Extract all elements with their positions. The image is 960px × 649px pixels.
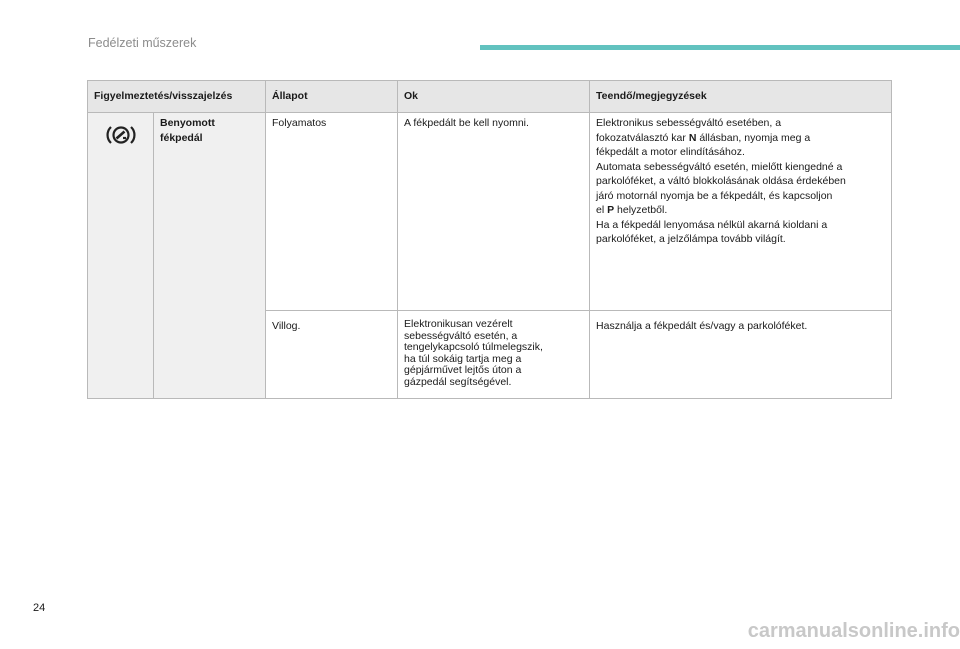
cause-text: sebességváltó esetén, a <box>404 329 518 342</box>
cause-cell <box>398 311 590 399</box>
brake-pedal-warning-icon <box>105 138 137 150</box>
warning-name-cell <box>154 113 266 399</box>
warning-table <box>87 80 892 399</box>
action-text: Elektronikus sebességváltó esetében, a <box>596 117 782 129</box>
action-text: Automata sebességváltó esetén, mielőtt kiengedné a <box>596 160 843 173</box>
action-cell <box>590 113 892 311</box>
page-number: 24 <box>33 602 46 614</box>
column-header: Állapot <box>266 81 398 113</box>
action-text: parkolóféket, a jelzőlámpa tovább világít. <box>596 233 786 245</box>
action-text: fokozatválasztó kar N állásban, nyomja meg a <box>596 131 811 144</box>
watermark: carmanualsonline.info <box>747 620 960 642</box>
action-text: parkolóféket, a váltó blokkolásának oldása érdekében <box>596 175 846 187</box>
action-text: el P helyzetből. <box>596 204 668 216</box>
cause-cell <box>398 113 590 311</box>
section-title: Fedélzeti műszerek <box>88 36 197 50</box>
cause-text: gépjárművet lejtős úton a <box>404 364 522 376</box>
action-cell <box>590 311 892 399</box>
action-text: fékpedált a motor elindításához. <box>596 146 745 158</box>
warning-name: Benyomott <box>160 117 215 129</box>
cause-text: ha túl sokáig tartja meg a <box>404 352 522 365</box>
state-cell: Folyamatos <box>266 113 398 311</box>
warning-icon-cell <box>88 113 154 399</box>
warning-name: fékpedál <box>160 131 203 144</box>
table-header-row <box>88 81 892 113</box>
column-header: Ok <box>398 81 590 113</box>
table-row <box>88 113 892 311</box>
column-header: Teendő/megjegyzések <box>590 81 892 113</box>
cause-text: Elektronikusan vezérelt <box>404 318 513 330</box>
action-text: Ha a fékpedál lenyomása nélkül akarná kioldani a <box>596 218 828 231</box>
header-accent-bar <box>480 45 960 50</box>
action-text: járó motornál nyomja be a fékpedált, és kapcsoljon <box>596 189 833 202</box>
column-header: Figyelmeztetés/visszajelzés <box>88 81 266 113</box>
cause-text: gázpedál segítségével. <box>404 375 512 388</box>
state-cell: Villog. <box>266 311 398 399</box>
action-text: Használja a fékpedált és/vagy a parkolóféket. <box>596 320 808 332</box>
cause-text: A fékpedált be kell nyomni. <box>404 117 529 129</box>
cause-text: tengelykapcsoló túlmelegszik, <box>404 341 543 353</box>
